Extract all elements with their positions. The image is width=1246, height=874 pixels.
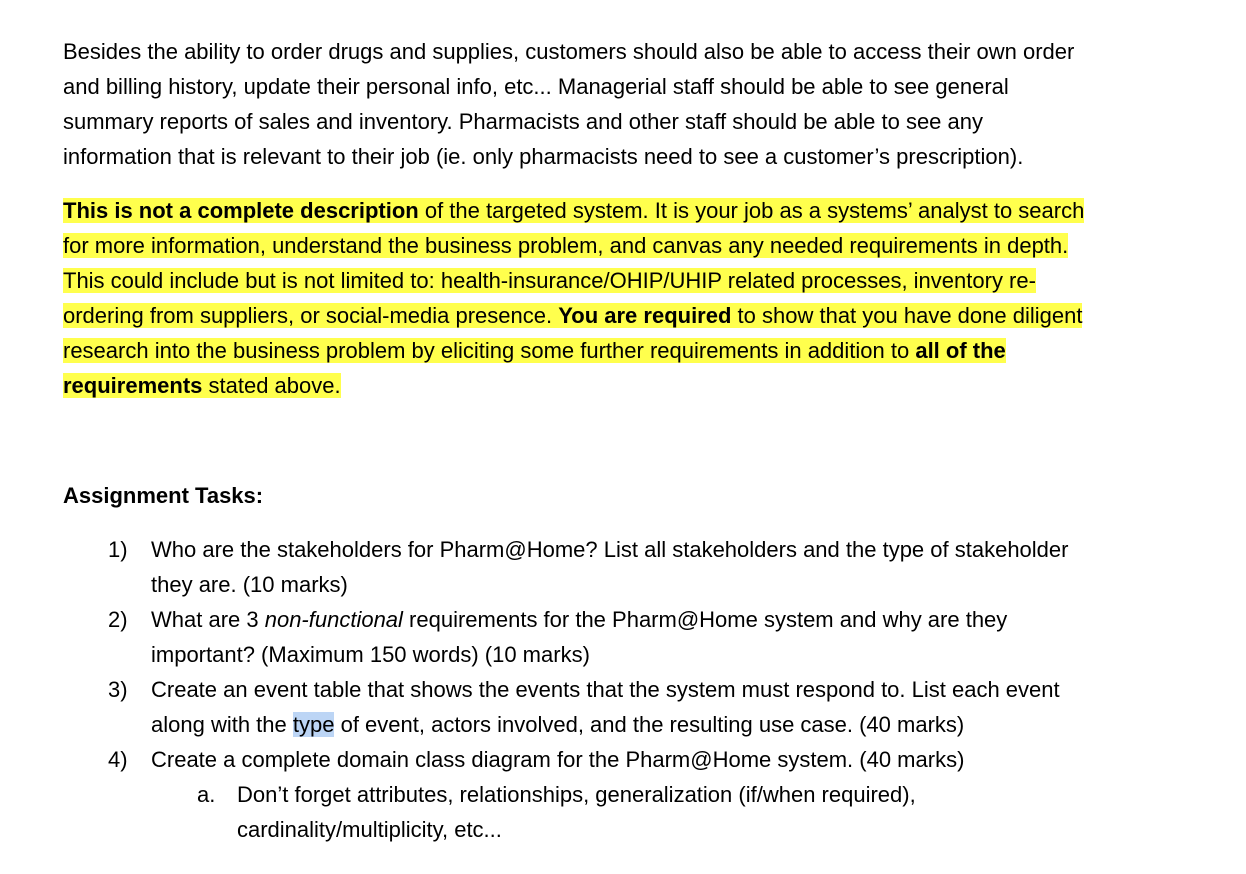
- list-number: 1): [108, 537, 128, 562]
- task-line: they are. (10 marks): [151, 572, 348, 597]
- text-run: ordering from suppliers, or social-media presence.: [63, 303, 559, 328]
- bold-phrase: This is not a complete description: [63, 198, 419, 223]
- task-line: important? (Maximum 150 words) (10 marks): [151, 642, 590, 667]
- task-line: [151, 602, 1007, 637]
- paragraph-line: [63, 333, 1213, 368]
- intro-paragraph: [63, 34, 1213, 174]
- paragraph-line: summary reports of sales and inventory. Pharmacists and other staff should be able to see any: [63, 109, 984, 134]
- paragraph-line: [63, 228, 1213, 263]
- italic-phrase: non-functional: [264, 607, 403, 632]
- text-run: stated above.: [202, 373, 341, 398]
- text-run: This could include but is not limited to: health-insurance/OHIP/UHIP related processes, inventory re-: [63, 268, 1036, 293]
- task-text: [151, 602, 1007, 672]
- task-line: [151, 707, 1060, 742]
- text-run: What are 3: [151, 607, 265, 632]
- list-number: 4): [108, 747, 128, 772]
- task-text: [151, 672, 1060, 742]
- paragraph-line: [63, 193, 1213, 228]
- section-heading: Assignment Tasks:: [63, 483, 264, 508]
- task-line: Create a complete domain class diagram for the Pharm@Home system. (40 marks): [151, 747, 965, 772]
- task-text: [237, 777, 916, 847]
- paragraph-line: [63, 298, 1213, 333]
- text-run: of event, actors involved, and the resulting use case. (40 marks): [334, 712, 965, 737]
- task-text: [151, 532, 1068, 602]
- task-line: cardinality/multiplicity, etc...: [237, 817, 502, 842]
- list-number: 2): [108, 607, 128, 632]
- selected-word[interactable]: type: [292, 712, 335, 737]
- text-run: research into the business problem by eliciting some further requirements in addition to: [63, 338, 916, 363]
- task-line: Who are the stakeholders for Pharm@Home? List all stakeholders and the type of stakeholder: [151, 537, 1069, 562]
- list-number: 3): [108, 677, 128, 702]
- paragraph-line: information that is relevant to their job (ie. only pharmacists need to see a customer’s prescription).: [63, 144, 1024, 169]
- paragraph-line: [63, 368, 1213, 403]
- highlighted-paragraph: [63, 193, 1213, 403]
- task-line: Don’t forget attributes, relationships, generalization (if/when required),: [237, 782, 916, 807]
- bold-phrase: requirements: [63, 373, 203, 398]
- paragraph-line: and billing history, update their personal info, etc... Managerial staff should be able to see general: [63, 74, 1009, 99]
- paragraph-line: Besides the ability to order drugs and supplies, customers should also be able to access their own order: [63, 39, 1075, 64]
- bold-phrase: You are required: [558, 303, 732, 328]
- text-run: for more information, understand the business problem, and canvas any needed requirements in depth.: [63, 233, 1069, 258]
- bold-phrase: all of the: [915, 338, 1006, 363]
- text-run: along with the: [151, 712, 293, 737]
- paragraph-line: [63, 263, 1213, 298]
- text-run: to show that you have done diligent: [731, 303, 1083, 328]
- text-run: of the targeted system. It is your job as a systems’ analyst to search: [418, 198, 1085, 223]
- task-line: Create an event table that shows the events that the system must respond to. List each event: [151, 677, 1060, 702]
- text-run: requirements for the Pharm@Home system and why are they: [402, 607, 1008, 632]
- task-text: [151, 742, 964, 777]
- list-letter: a.: [197, 782, 216, 807]
